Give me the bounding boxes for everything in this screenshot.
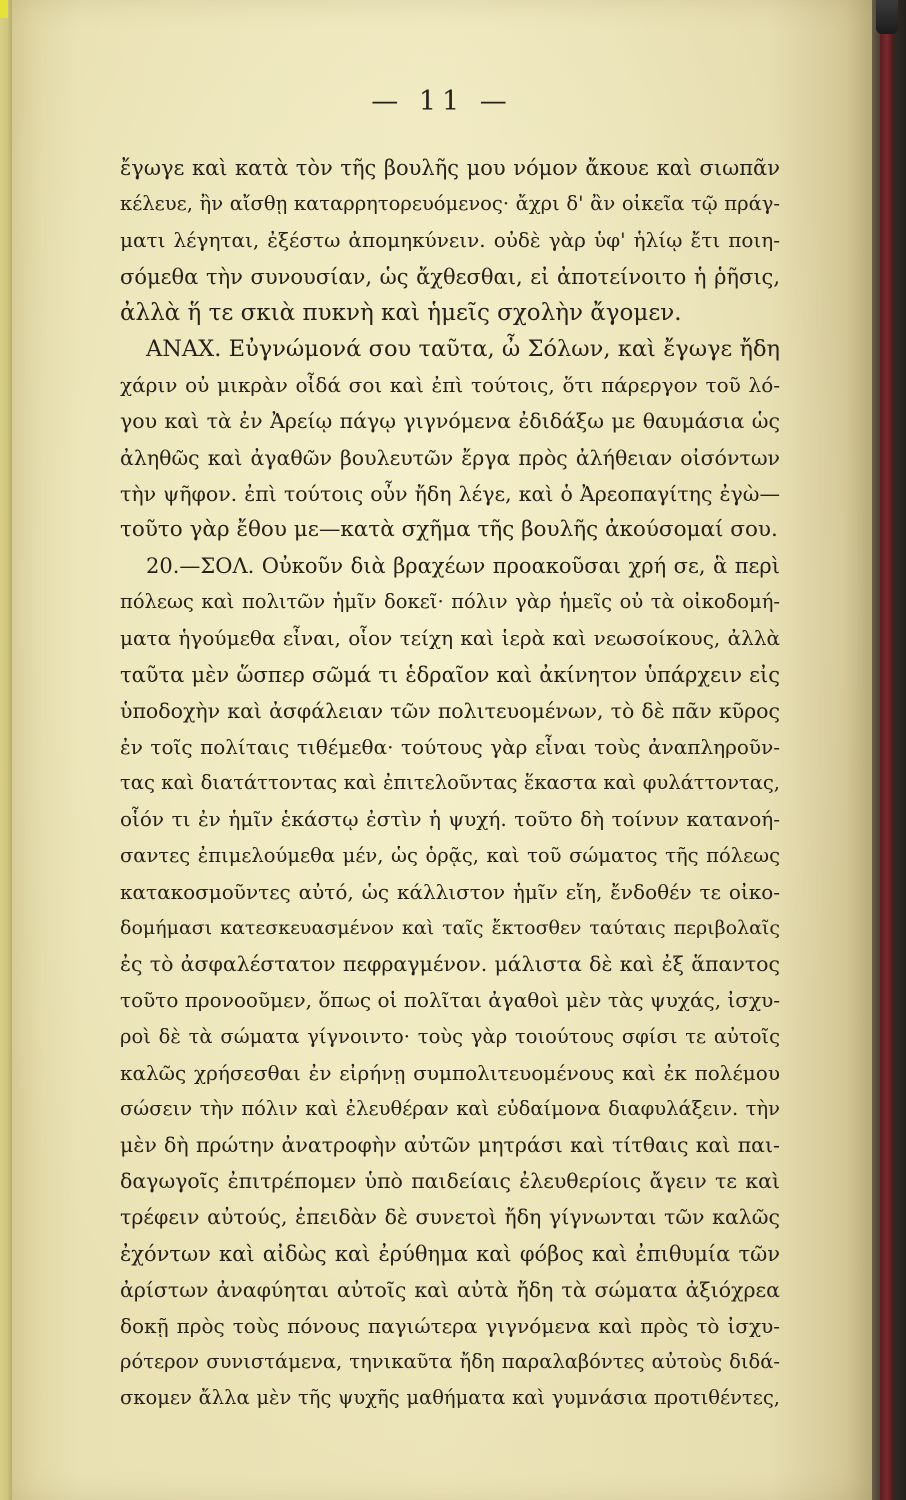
text-line: δαγωγοῖς ἐπιτρέπομεν ὑπὸ παιδείαις ἐλευθερίοις ἄγειν τε καὶ xyxy=(120,1169,780,1194)
text-line: κατακοσμοῦντες αὐτό, ὡς κάλλιστον ἡμῖν εἴη, ἔνδοθέν τε οἰκο- xyxy=(120,879,780,904)
text-line: καλῶς χρήσεσθαι ἐν εἰρήνῃ συμπολιτευομένους καὶ ἐκ πολέμου xyxy=(120,1060,780,1085)
text-line: ἀλλὰ ἥ τε σκιὰ πυκνὴ καὶ ἡμεῖς σχολὴν ἄγομεν. xyxy=(120,299,682,326)
text-line: σώσειν τὴν πόλιν καὶ ἐλευθέραν καὶ εὐδαίμονα διαφυλάξειν. τὴν xyxy=(120,1096,780,1120)
text-line: κέλευε, ἢν αἴσθῃ καταρρητορευόμενος· ἄχρι δ' ἂν οἰκεῖα τῷ πράγ- xyxy=(120,192,780,216)
text-line: γου καὶ τὰ ἐν Ἀρείῳ πάγῳ γιγνόμενα ἐδιδάξω με θαυμάσια ὡς xyxy=(120,409,780,434)
text-line: ταῦτα μὲν ὥσπερ σῶμά τι ἑδραῖον καὶ ἀκίνητον ὑπάρχειν εἰς xyxy=(120,662,780,687)
text-line: ματα ἡγούμεθα εἶναι, οἷον τείχη καὶ ἱερὰ καὶ νεωσοίκους, ἀλλὰ xyxy=(120,626,780,651)
text-line: ματι λέγηται, ἐξέστω ἀπομηκύνειν. οὐδὲ γὰρ ὑφ' ἡλίῳ ἔτι ποιη- xyxy=(120,228,780,253)
text-line: ροὶ δὲ τὰ σώματα γίγνοιντο· τοὺς γὰρ τοιούτους σφίσι τε αὐτοῖς xyxy=(120,1024,780,1048)
text-line: μὲν δὴ πρώτην ἀνατροφὴν αὐτῶν μητράσι καὶ τίτθαις καὶ παι- xyxy=(120,1133,780,1158)
text-line: τρέφειν αὐτούς, ἐπειδὰν δὲ συνετοὶ ἤδη γίγνωνται τῶν καλῶς xyxy=(120,1205,780,1230)
text-line: σκομεν ἄλλα μὲν τῆς ψυχῆς μαθήματα καὶ γυμνάσια προτιθέντες, xyxy=(120,1386,780,1410)
text-line: δομήμασι κατεσκευασμένον καὶ ταῖς ἔκτοσθεν ταύταις περιβολαῖς xyxy=(120,916,780,939)
page-sheet xyxy=(12,0,872,1500)
text-line: ἐς τὸ ἀσφαλέστατον πεφραγμένον. μάλιστα δὲ καὶ ἐξ ἅπαντος xyxy=(120,952,780,977)
text-line: ἐχόντων καὶ αἰδὼς καὶ ἐρύθημα καὶ φόβος καὶ ἐπιθυμία τῶν xyxy=(120,1241,780,1266)
text-line: σόμεθα τὴν συνουσίαν, ὡς ἄχθεσθαι, εἰ ἀποτείνοιτο ἡ ῥῆσις, xyxy=(120,264,780,289)
text-line: τὴν ψῆφον. ἐπὶ τούτοις οὖν ἤδη λέγε, καὶ ὁ Ἀρεοπαγίτης ἐγὼ— xyxy=(120,481,780,506)
text-line: ΑΝΑΧ. Εὐγνώμονά σου ταῦτα, ὦ Σόλων, καὶ ἔγωγε ἤδη xyxy=(146,335,780,362)
text-line: ρότερον συνιστάμενα, τηνικαῦτα ἤδη παραλαβόντες αὐτοὺς διδά- xyxy=(120,1350,780,1374)
text-line: πόλεως καὶ πολιτῶν ἡμῖν δοκεῖ· πόλιν γὰρ ἡμεῖς οὐ τὰ οἰκοδομή- xyxy=(120,590,780,614)
body-text xyxy=(120,150,780,1417)
left-page-edge xyxy=(0,0,12,1500)
text-line: χάριν οὐ μικρὰν οἶδά σοι καὶ ἐπὶ τούτοις, ὅτι πάρεργον τοῦ λό- xyxy=(120,373,780,398)
text-line: οἷόν τι ἐν ἡμῖν ἑκάστῳ ἐστὶν ἡ ψυχή. τοῦτο δὴ τοίνυν κατανοή- xyxy=(120,807,780,832)
text-line: δοκῇ πρὸς τοὺς πόνους παγιώτερα γιγνόμενα καὶ πρὸς τὸ ἰσχυ- xyxy=(120,1314,780,1338)
binding-clip xyxy=(876,0,898,34)
book-spine-edge xyxy=(872,0,906,1500)
text-line: ἔγωγε καὶ κατὰ τὸν τῆς βουλῆς μου νόμον ἄκουε καὶ σιωπᾶν xyxy=(120,156,780,180)
yellow-tab-marker xyxy=(0,0,8,18)
text-line: τοῦτο γὰρ ἔθου με—κατὰ σχῆμα τῆς βουλῆς ἀκούσομαί σου. xyxy=(120,516,778,542)
text-line: τοῦτο προνοοῦμεν, ὅπως οἱ πολῖται ἀγαθοὶ μὲν τὰς ψυχάς, ἰσχυ- xyxy=(120,988,780,1013)
bookmark-ribbon xyxy=(880,0,894,1500)
text-line: 20.—ΣΟΛ. Οὐκοῦν διὰ βραχέων προακοῦσαι χρή σε, ἃ περὶ xyxy=(146,554,780,579)
page-number: — 11 — xyxy=(371,86,513,117)
text-line: σαντες ἐπιμελούμεθα μέν, ὡς ὁρᾷς, καὶ τοῦ σώματος τῆς πόλεως xyxy=(120,843,780,867)
text-line: ἐν τοῖς πολίταις τιθέμεθα· τούτους γὰρ εἶναι τοὺς ἀναπληροῦν- xyxy=(120,735,780,759)
text-line: ἀρίστων ἀναφύηται αὐτοῖς καὶ αὐτὰ ἤδη τὰ σώματα ἀξιόχρεα xyxy=(120,1277,780,1302)
text-line: ὑποδοχὴν καὶ ἀσφάλειαν τῶν πολιτευομένων, τὸ δὲ πᾶν κῦρος xyxy=(120,698,780,723)
text-line: τας καὶ διατάττοντας καὶ ἐπιτελοῦντας ἕκαστα καὶ φυλάττοντας, xyxy=(120,771,780,795)
text-line: ἀληθῶς καὶ ἀγαθῶν βουλευτῶν ἔργα πρὸς ἀλήθειαν οἰσόντων xyxy=(120,445,780,470)
